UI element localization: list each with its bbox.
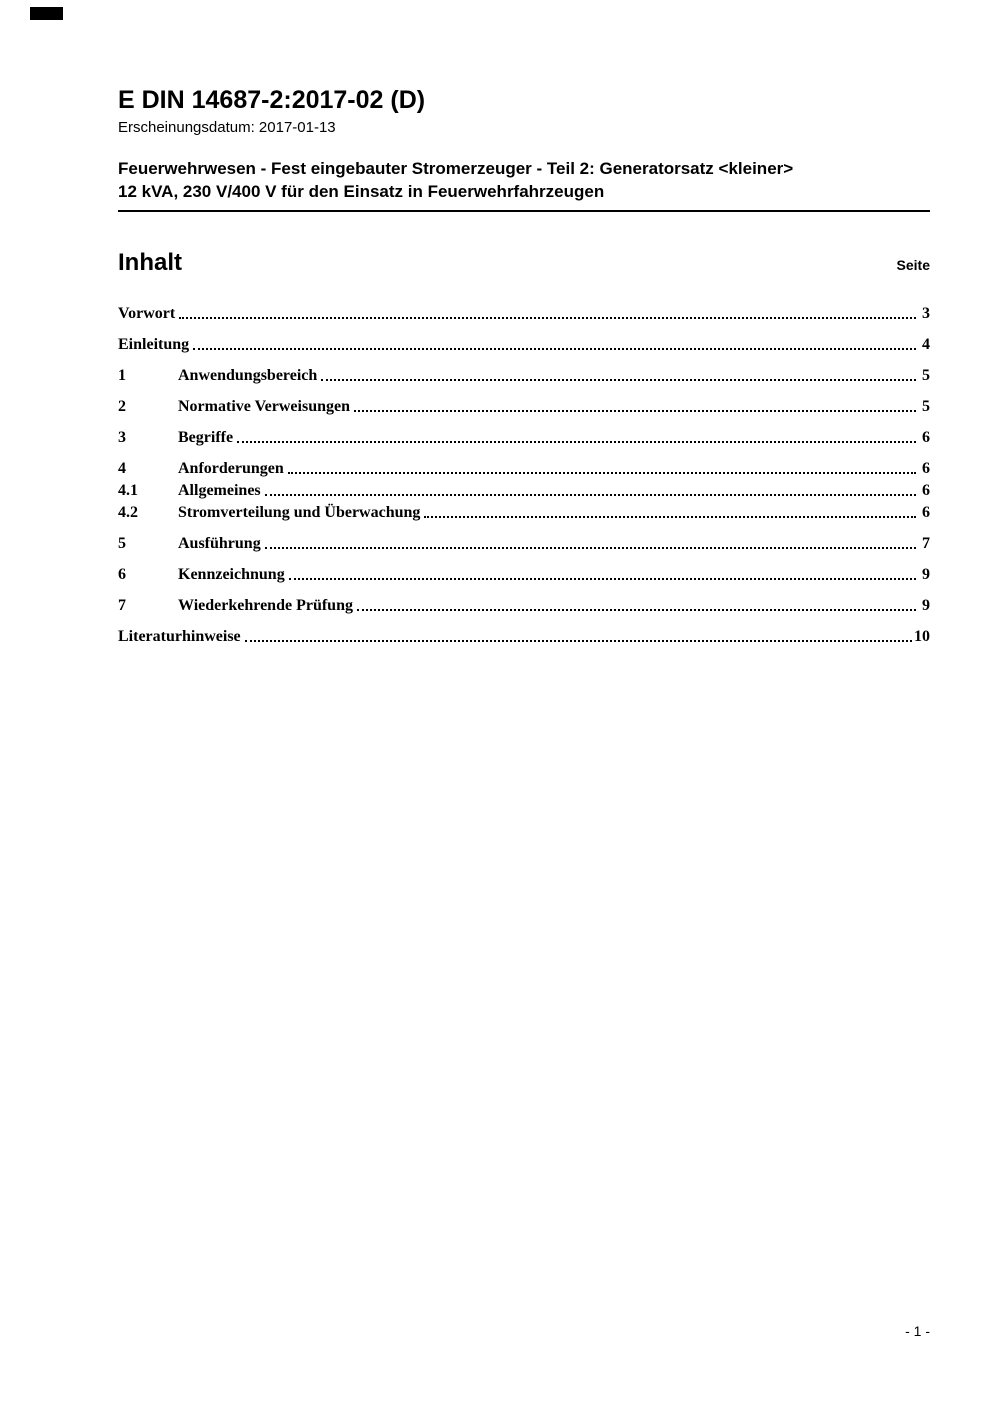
document-subtitle-line-1: Feuerwehrwesen - Fest eingebauter Stromerzeuger - Teil 2: Generatorsatz <kleiner> xyxy=(118,159,794,178)
toc-entry-label: Anforderungen xyxy=(178,460,284,477)
toc-dotted-leader xyxy=(245,640,912,642)
toc-row xyxy=(118,566,930,583)
toc-dotted-leader xyxy=(288,472,916,474)
toc-dotted-leader xyxy=(179,317,916,319)
toc-entry-number: 2 xyxy=(118,398,126,415)
toc-row xyxy=(118,367,930,384)
toc-dotted-leader xyxy=(357,609,916,611)
toc-row xyxy=(118,398,930,415)
toc-row xyxy=(118,429,930,446)
toc-dotted-leader xyxy=(193,348,916,350)
toc-entry-number: 6 xyxy=(118,566,126,583)
toc-entry-label: Normative Verweisungen xyxy=(178,398,350,415)
toc-entry-number: 4.2 xyxy=(118,504,138,521)
document-title: E DIN 14687-2:2017-02 (D) xyxy=(118,86,426,114)
toc-page-column-label: Seite xyxy=(896,257,930,273)
toc-dotted-leader xyxy=(265,547,916,549)
toc-entry-label: Kennzeichnung xyxy=(178,566,285,583)
toc-entry-page: 4 xyxy=(922,336,930,353)
toc-dotted-leader xyxy=(237,441,916,443)
toc-dotted-leader xyxy=(289,578,916,580)
toc-entry-label: Begriffe xyxy=(178,429,234,446)
toc-entry-page: 9 xyxy=(922,566,930,583)
toc-header-row xyxy=(118,249,930,277)
toc-entry-number: 1 xyxy=(118,367,126,384)
toc-row xyxy=(118,535,930,552)
toc-entry-label: Literaturhinweise xyxy=(118,628,241,645)
toc-entry-page: 9 xyxy=(922,597,930,614)
toc-entry-label: Allgemeines xyxy=(178,482,261,499)
table-of-contents xyxy=(118,305,930,645)
toc-entry-page: 6 xyxy=(922,504,930,521)
toc-entry-page: 7 xyxy=(922,535,930,552)
page-content xyxy=(118,0,930,645)
toc-row xyxy=(118,628,930,645)
toc-entry-page: 10 xyxy=(914,628,930,645)
toc-row xyxy=(118,305,930,322)
toc-row xyxy=(118,504,930,521)
toc-entry-page: 3 xyxy=(922,305,930,322)
toc-entry-number: 5 xyxy=(118,535,126,552)
toc-dotted-leader xyxy=(265,494,916,496)
toc-dotted-leader xyxy=(424,516,916,518)
toc-row xyxy=(118,482,930,499)
toc-heading: Inhalt xyxy=(118,249,182,276)
toc-entry-number: 4 xyxy=(118,460,126,477)
toc-row xyxy=(118,460,930,477)
toc-entry-number: 3 xyxy=(118,429,126,446)
toc-entry-page: 6 xyxy=(922,482,930,499)
toc-entry-label: Ausführung xyxy=(178,535,261,552)
publication-date: Erscheinungsdatum: 2017-01-13 xyxy=(118,119,336,136)
page-corner-mark xyxy=(30,7,63,20)
toc-entry-label: Anwendungsbereich xyxy=(178,367,318,384)
toc-entry-page: 5 xyxy=(922,398,930,415)
toc-entry-label: Wiederkehrende Prüfung xyxy=(178,597,353,614)
toc-entry-page: 5 xyxy=(922,367,930,384)
toc-entry-number: 7 xyxy=(118,597,126,614)
toc-dotted-leader xyxy=(354,410,916,412)
toc-entry-label: Stromverteilung und Überwachung xyxy=(178,504,421,521)
toc-entry-page: 6 xyxy=(922,429,930,446)
toc-entry-number: 4.1 xyxy=(118,482,138,499)
document-subtitle-line-2: 12 kVA, 230 V/400 V für den Einsatz in Feuerwehrfahrzeugen xyxy=(118,182,605,201)
toc-dotted-leader xyxy=(321,379,916,381)
toc-entry-page: 6 xyxy=(922,460,930,477)
toc-row xyxy=(118,597,930,614)
toc-entry-label: Einleitung xyxy=(118,336,190,353)
document-subtitle-block xyxy=(118,157,930,212)
footer-page-number: - 1 - xyxy=(905,1323,930,1339)
toc-row xyxy=(118,336,930,353)
toc-entry-label: Vorwort xyxy=(118,305,176,322)
